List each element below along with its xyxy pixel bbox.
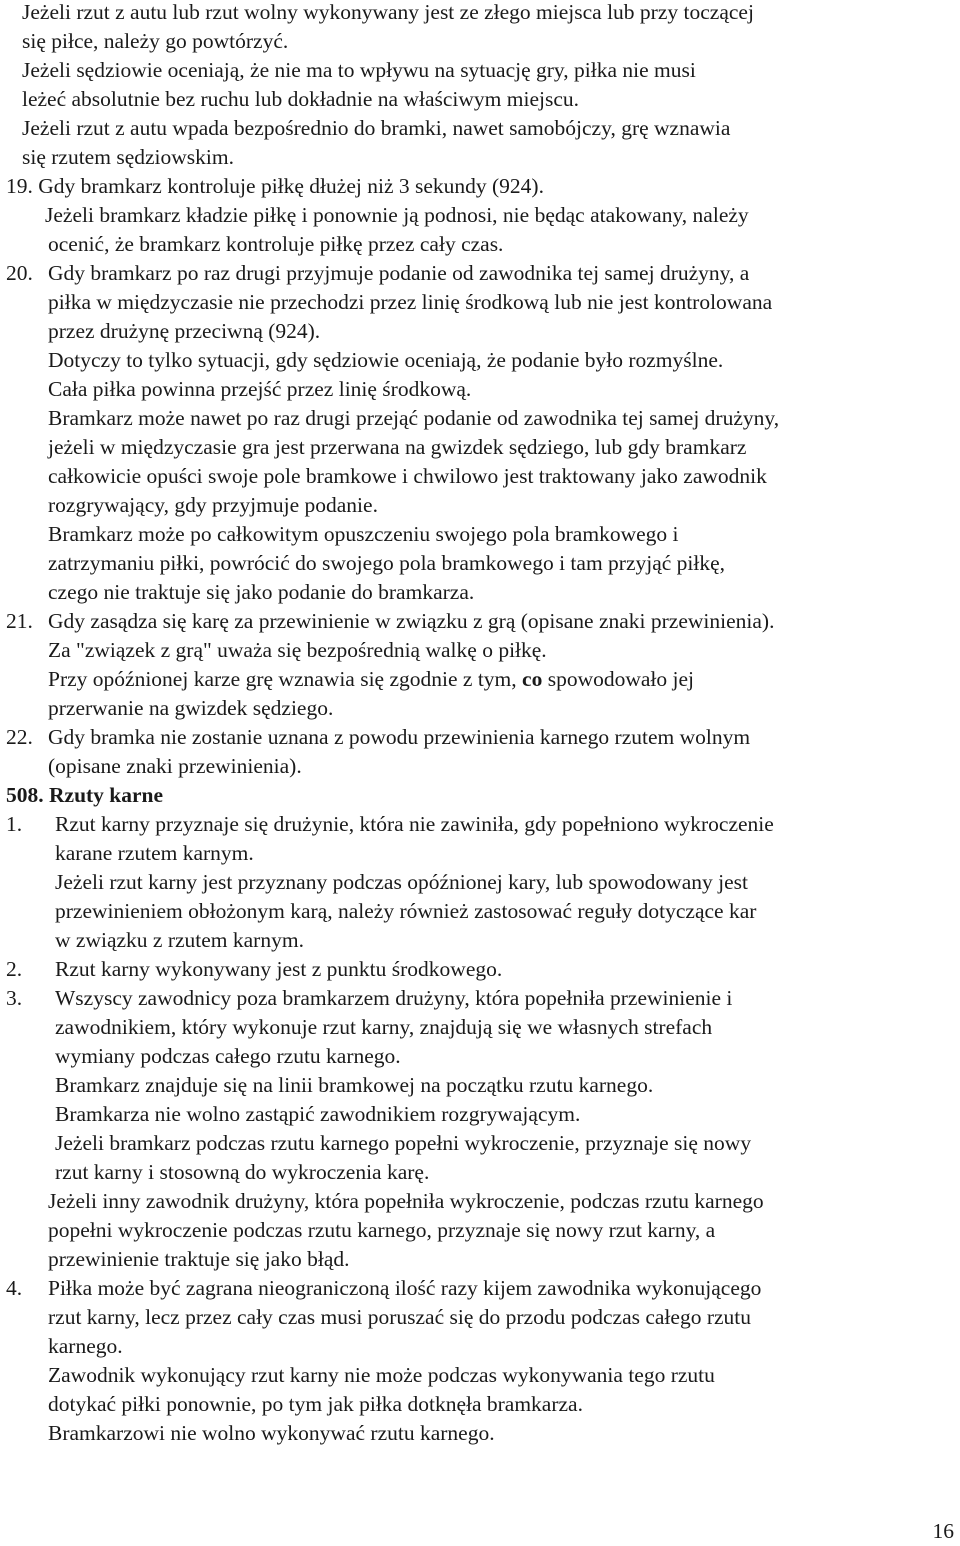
text-line: Bramkarz może po całkowitym opuszczeniu swojego pola bramkowego i	[48, 522, 679, 546]
text-line: piłka w międzyczasie nie przechodzi przez linię środkową lub nie jest kontrolowana	[48, 290, 773, 314]
text-line: Bramkarza nie wolno zastąpić zawodnikiem rozgrywającym.	[55, 1102, 581, 1126]
text-line: dotykać piłki ponownie, po tym jak piłka dotknęła bramkarza.	[48, 1392, 583, 1416]
text-line: Bramkarz znajduje się na linii bramkowej na początku rzutu karnego.	[55, 1073, 654, 1097]
text-line: rzut karny i stosowną do wykroczenia karę.	[55, 1160, 430, 1184]
text-line: karnego.	[48, 1334, 123, 1358]
list-number: 22.	[6, 725, 33, 749]
text-line: Jeżeli rzut z autu wpada bezpośrednio do bramki, nawet samobójczy, grę wznawia	[22, 116, 731, 140]
text-line: popełni wykroczenie podczas rzutu karnego, przyznaje się nowy rzut karny, a	[48, 1218, 716, 1242]
list-number: 1.	[6, 812, 23, 836]
text-line: przewinienie traktuje się jako błąd.	[48, 1247, 350, 1271]
text-line: Jeżeli bramkarz podczas rzutu karnego popełni wykroczenie, przyznaje się nowy	[55, 1131, 752, 1155]
text-line: wymiany podczas całego rzutu karnego.	[55, 1044, 401, 1068]
text-line: rozgrywający, gdy przyjmuje podanie.	[48, 493, 378, 517]
text-line: leżeć absolutnie bez ruchu lub dokładnie na właściwym miejscu.	[22, 87, 580, 111]
text-line: ocenić, że bramkarz kontroluje piłkę przez cały czas.	[48, 232, 504, 256]
text-segment: spowodowało jej	[547, 667, 695, 691]
text-line	[48, 665, 694, 694]
text-line: się rzutem sędziowskim.	[22, 145, 234, 169]
text-line: zatrzymaniu piłki, powrócić do swojego pola bramkowego i tam przyjąć piłkę,	[48, 551, 726, 575]
text-line: Za "związek z grą" uważa się bezpośrednią walkę o piłkę.	[48, 638, 547, 662]
text-segment: Przy opóźnionej karze grę wznawia się zgodnie z tym,	[48, 667, 517, 691]
text-line: Bramkarz może nawet po raz drugi przejąć podanie od zawodnika tej samej drużyny,	[48, 406, 780, 430]
text-line: rzut karny, lecz przez cały czas musi poruszać się do przodu podczas całego rzutu	[48, 1305, 752, 1329]
text-line: Rzut karny wykonywany jest z punktu środkowego.	[55, 957, 503, 981]
text-line: Gdy zasądza się karę za przewinienie w związku z grą (opisane znaki przewinienia).	[48, 609, 775, 633]
text-line: Dotyczy to tylko sytuacji, gdy sędziowie oceniają, że podanie było rozmyślne.	[48, 348, 724, 372]
text-line: Jeżeli sędziowie oceniają, że nie ma to wpływu na sytuację gry, piłka nie musi	[22, 58, 696, 82]
text-line: Gdy bramkarz po raz drugi przyjmuje podanie od zawodnika tej samej drużyny, a	[48, 261, 750, 285]
text-line: przez drużynę przeciwną (924).	[48, 319, 321, 343]
text-line: Jeżeli rzut karny jest przyznany podczas opóźnionej kary, lub spowodowany jest	[55, 870, 748, 894]
text-line: Rzut karny przyznaje się drużynie, która nie zawiniła, gdy popełniono wykroczenie	[55, 812, 774, 836]
list-number: 21.	[6, 609, 33, 633]
text-line: Zawodnik wykonujący rzut karny nie może podczas wykonywania tego rzutu	[48, 1363, 715, 1387]
text-line: karane rzutem karnym.	[55, 841, 254, 865]
list-number: 4.	[6, 1276, 23, 1300]
text-line: Cała piłka powinna przejść przez linię środkową.	[48, 377, 472, 401]
text-line: całkowicie opuści swoje pole bramkowe i chwilowo jest traktowany jako zawodnik	[48, 464, 767, 488]
text-line: Gdy bramka nie zostanie uznana z powodu przewinienia karnego rzutem wolnym	[48, 725, 751, 749]
text-line: w związku z rzutem karnym.	[55, 928, 304, 952]
text-line: Wszyscy zawodnicy poza bramkarzem drużyny, która popełniła przewinienie i	[55, 986, 733, 1010]
list-number: 20.	[6, 261, 33, 285]
text-line: czego nie traktuje się jako podanie do bramkarza.	[48, 580, 475, 604]
text-line: przerwanie na gwizdek sędziego.	[48, 696, 334, 720]
text-line: przewinieniem obłożonym karą, należy również zastosować reguły dotyczące kar	[55, 899, 757, 923]
list-number: 3.	[6, 986, 23, 1010]
text-line: Jeżeli inny zawodnik drużyny, która popełniła wykroczenie, podczas rzutu karnego	[48, 1189, 764, 1213]
text-line: Bramkarzowi nie wolno wykonywać rzutu karnego.	[48, 1421, 495, 1445]
text-line: Piłka może być zagrana nieograniczoną ilość razy kijem zawodnika wykonującego	[48, 1276, 762, 1300]
section-heading: 508. Rzuty karne	[6, 783, 164, 807]
page-number: 16	[932, 1519, 954, 1543]
text-line: jeżeli w międzyczasie gra jest przerwana na gwizdek sędziego, lub gdy bramkarz	[48, 435, 747, 459]
text-line: zawodnikiem, który wykonuje rzut karny, znajdują się we własnych strefach	[55, 1015, 713, 1039]
text-line: się piłce, należy go powtórzyć.	[22, 29, 289, 53]
text-line: 19. Gdy bramkarz kontroluje piłkę dłużej niż 3 sekundy (924).	[6, 174, 544, 198]
list-number: 2.	[6, 957, 23, 981]
bold-word: co	[522, 667, 543, 691]
text-line: (opisane znaki przewinienia).	[48, 754, 302, 778]
text-line: Jeżeli rzut z autu lub rzut wolny wykonywany jest ze złego miejsca lub przy toczącej	[22, 0, 754, 24]
text-line: Jeżeli bramkarz kładzie piłkę i ponownie ją podnosi, nie będąc atakowany, należy	[45, 203, 749, 227]
